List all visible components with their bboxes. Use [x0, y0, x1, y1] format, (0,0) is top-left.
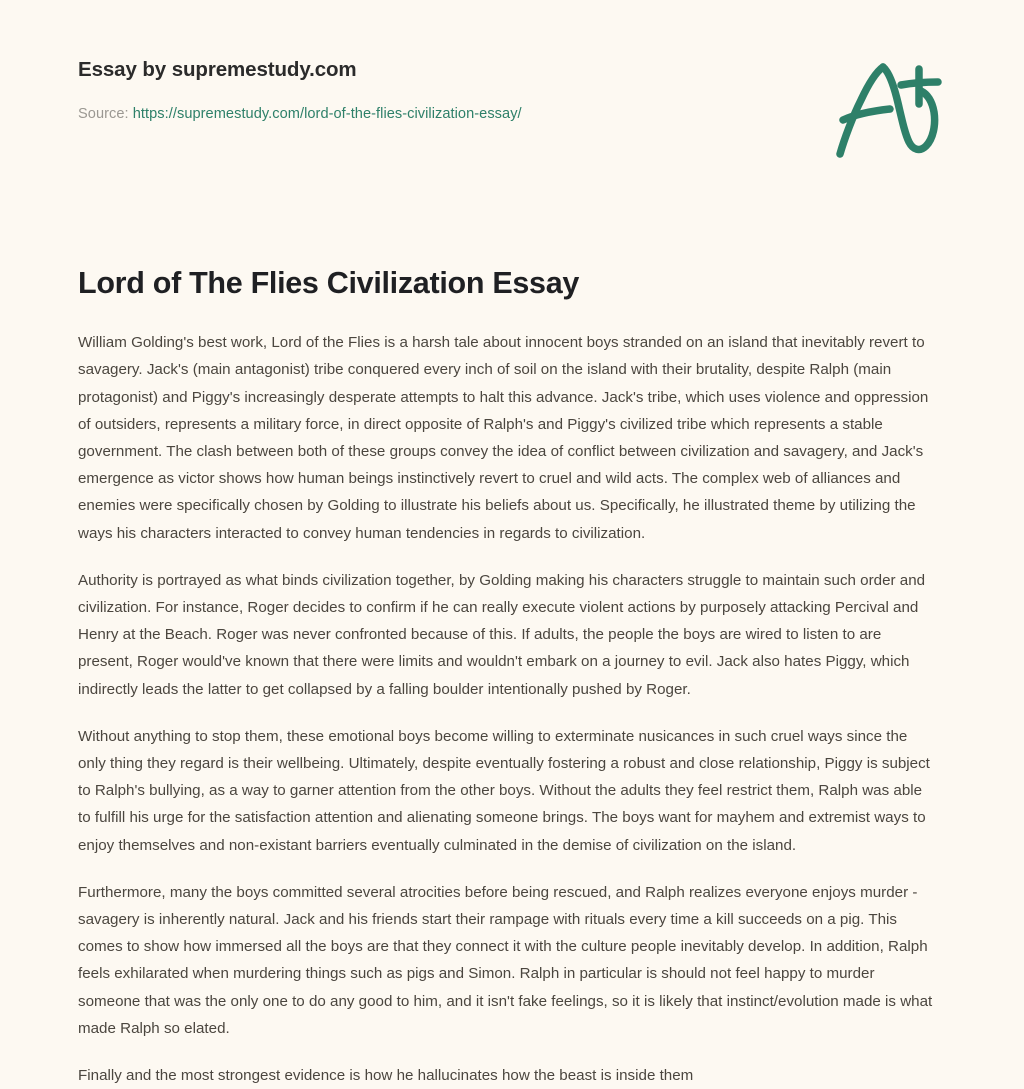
- byline: Essay by supremestudy.com: [78, 58, 357, 81]
- a-plus-logo-icon: [828, 56, 950, 160]
- essay-paragraph: Furthermore, many the boys committed several atrocities before being rescued, and Ralph realizes everyone enjoys murder - savagery is inherently natural. Jack and his friends start their rampage with rituals every time a kill succeeds on a pig. This comes to show how immersed all the boys are that they connect it with the culture people inevitably develop. In addition, Ralph feels exhilarated when murdering things such as pigs and Simon. Ralph in particular is should not feel happy to murder someone that was the only one to do any good to him, and it isn't fake feelings, so it is likely that instinct/evolution made is what made Ralph so elated.: [78, 883, 933, 1037]
- document-header: [78, 0, 946, 176]
- essay-paragraph: William Golding's best work, Lord of the Flies is a harsh tale about innocent boys stranded on an island that inevitably revert to savagery. Jack's (main antagonist) tribe conquered every inch of soil on the island with their brutality, despite Ralph (main protagonist) and Piggy's increasingly desperate attempts to halt this advance. Jack's tribe, which uses violence and oppression of outsiders, represents a military force, in direct opposite of Ralph's and Piggy's civilized tribe which represents a stable government. The clash between both of these groups convey the idea of conflict between civilization and savagery, and Jack's emergence as victor shows how human beings instinctively revert to cruel and wild acts. The complex web of alliances and enemies were specifically chosen by Golding to illustrate his beliefs about us. Specifically, he illustrated theme by utilizing the ways his characters interacted to convey human tendencies in regards to civilization.: [78, 334, 929, 542]
- source-label: Source:: [78, 105, 129, 122]
- source-line: [78, 105, 946, 124]
- essay-body: [78, 302, 938, 1089]
- essay-paragraph: Authority is portrayed as what binds civilization together, by Golding making his characters struggle to maintain such order and civilization. For instance, Roger decides to confirm if he can really execute violent actions by purposely attacking Percival and Henry at the Beach. Roger was never confronted because of this. If adults, the people the boys are wired to listen to are present, Roger would've known that there were limits and wouldn't embark on a journey to evil. Jack also hates Piggy, which indirectly leads the latter to get collapsed by a falling boulder intentionally pushed by Roger.: [78, 571, 926, 698]
- a-plus-logo: [828, 56, 950, 160]
- page-title: Lord of The Flies Civilization Essay: [78, 266, 580, 300]
- source-url-link[interactable]: https://supremestudy.com/lord-of-the-flies-civilization-essay/: [132, 105, 522, 122]
- essay-paragraph: Finally and the most strongest evidence is how he hallucinates how the beast is inside them: [78, 1067, 694, 1084]
- essay-paragraph: Without anything to stop them, these emotional boys become willing to exterminate nusicances in such cruel ways since the only thing they regard is their wellbeing. Ultimately, despite eventually fostering a robust and close relationship, Piggy is subject to Ralph's bullying, as a way to garner attention from the other boys. Without the adults they feel restrict them, Ralph was able to fulfill his urge for the satisfaction attention and alienating someone brings. The boys want for mayhem and extremist ways to enjoy themselves and non-existant barriers eventually culminated in the demise of civilization on the island.: [78, 727, 930, 854]
